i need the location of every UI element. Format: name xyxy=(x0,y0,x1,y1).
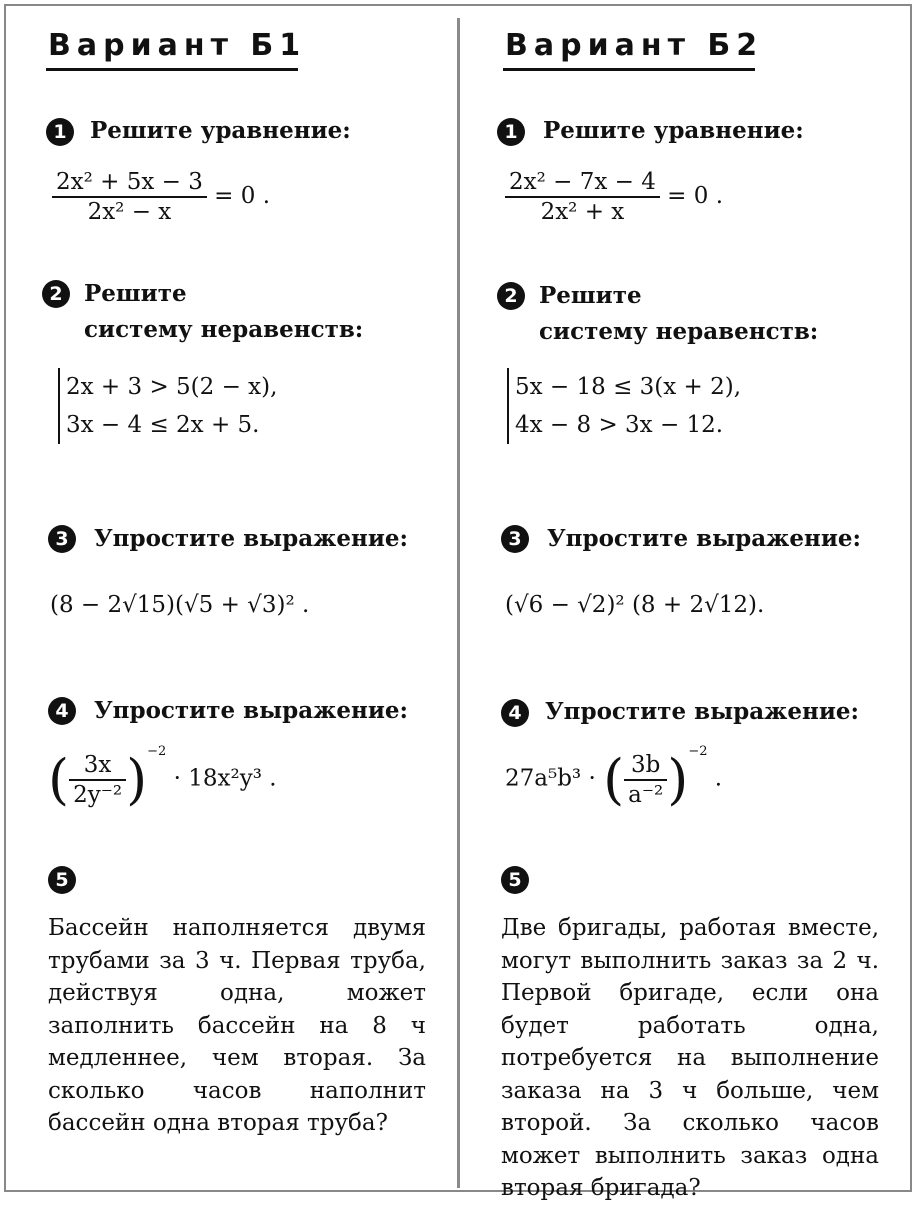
variant-b2-column xyxy=(497,0,917,1200)
task-number-2: 2 xyxy=(42,280,70,308)
fraction-numerator: 3x xyxy=(69,751,126,781)
task-1-equation xyxy=(505,168,723,226)
task-3-expression: (8 − 2√15)(√5 + √3)² . xyxy=(50,592,310,618)
title-underline xyxy=(503,68,755,71)
fraction-denominator: 2y⁻² xyxy=(73,781,123,808)
task-3-label: Упростите выражение: xyxy=(547,525,862,552)
task-4-expression: ( $\frac{3x}{\text{2y⁻²}}$ )$^{-2}$ · 18x²y³ . xyxy=(48,744,277,811)
task-2-label-line1: Решите xyxy=(84,280,187,307)
task-3-expression: (√6 − √2)² (8 + 2√12). xyxy=(505,592,765,618)
task-2-label-line2: систему неравенств: xyxy=(84,316,364,343)
fraction-denominator: 2x² − x xyxy=(87,199,172,225)
task-number-3: 3 xyxy=(501,525,529,553)
fraction-numerator: 2x² + 5x − 3 xyxy=(52,168,207,198)
task-2-system xyxy=(507,368,741,444)
variant-title: Вариант Б1 xyxy=(48,28,307,63)
title-underline xyxy=(46,68,298,71)
task-4-expression: 27a⁵b³ · ( $\frac{3b}{\text{a⁻²}}$ )$^{-2}$ . xyxy=(505,744,723,811)
task-4-label: Упростите выражение: xyxy=(94,697,409,724)
fraction-denominator: a⁻² xyxy=(628,781,664,808)
variant-title: Вариант Б2 xyxy=(505,28,764,63)
task-1-label: Решите уравнение: xyxy=(543,117,804,144)
expression-head: 27a⁵b³ · xyxy=(505,765,596,792)
equation-rhs: = 0 . xyxy=(214,183,271,209)
power-exponent: −2 xyxy=(147,744,167,759)
task-2-system xyxy=(58,368,277,444)
task-1-equation xyxy=(52,168,270,226)
variant-b1-column xyxy=(40,0,460,1200)
inequality-1: 5x − 18 ≤ 3(x + 2), xyxy=(515,374,742,400)
fraction-numerator: 2x² − 7x − 4 xyxy=(505,168,660,198)
task-2-label-line2: систему неравенств: xyxy=(539,318,819,345)
equation-rhs: = 0 . xyxy=(667,183,724,209)
task-3-label: Упростите выражение: xyxy=(94,525,409,552)
task-number-5: 5 xyxy=(501,866,529,894)
inequality-2: 4x − 8 > 3x − 12. xyxy=(515,412,724,438)
task-4-label: Упростите выражение: xyxy=(545,698,860,725)
task-number-5: 5 xyxy=(48,866,76,894)
inequality-2: 3x − 4 ≤ 2x + 5. xyxy=(66,412,260,438)
task-5-word-problem: Бассейн наполняется двумя трубами за 3 ч. Первая труба, действуя одна, может заполнить бассейн на 8 ч медленнее, чем вторая. За сколько часов наполнит бассейн одна вторая труба? xyxy=(48,915,426,1136)
task-number-2: 2 xyxy=(497,282,525,310)
inequality-1: 2x + 3 > 5(2 − x), xyxy=(66,374,278,400)
task-number-4: 4 xyxy=(48,697,76,725)
task-number-4: 4 xyxy=(501,699,529,727)
task-5-word-problem: Две бригады, работая вместе, могут выполнить заказ за 2 ч. Первой бригаде, если она будет работать одна, потребуется на выполнение заказа на 3 ч больше, чем второй. За сколько часов может выполнить заказ одна вторая бригада? xyxy=(501,915,879,1201)
fraction-denominator: 2x² + x xyxy=(540,199,625,225)
task-1-label: Решите уравнение: xyxy=(90,117,351,144)
task-number-1: 1 xyxy=(497,118,525,146)
power-exponent: −2 xyxy=(688,744,708,759)
expression-tail: . xyxy=(714,765,723,792)
task-2-label-line1: Решите xyxy=(539,282,642,309)
task-number-1: 1 xyxy=(46,118,74,146)
fraction-numerator: 3b xyxy=(624,751,667,781)
expression-tail: · 18x²y³ . xyxy=(173,765,277,792)
task-number-3: 3 xyxy=(48,525,76,553)
